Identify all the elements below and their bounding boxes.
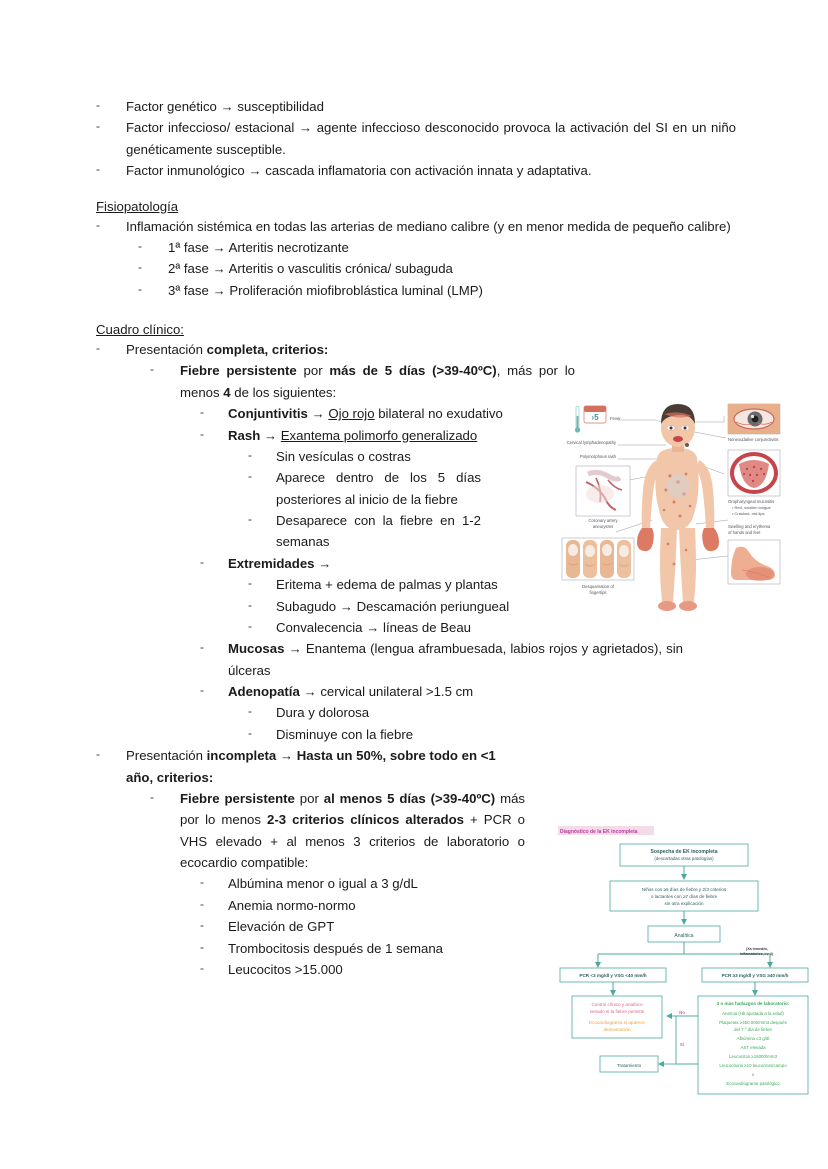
bullet-dash: - <box>248 618 252 633</box>
mucositis-bullet-1: • Red, swollen tongue <box>732 505 771 510</box>
bullet-dash: - <box>150 789 154 804</box>
lab-criterio-text: Anemia normo-normo <box>228 897 356 913</box>
flow-lab-item-4: AST elevada <box>740 1045 766 1050</box>
flow-lab-item-0: Anemia (Hb ajustada a la edad) <box>722 1011 784 1016</box>
flow-node-criterios-line1: Niños con ≥5 días de fiebre y 2/3 criterios <box>641 887 727 892</box>
flow-node-tratamiento-label: Tratamiento <box>616 1063 642 1068</box>
adenopatia-subitem-text: Dura y dolorosa <box>276 705 370 721</box>
bullet-dash: - <box>96 119 100 134</box>
flow-node-analitica-label: Analítica <box>674 933 694 939</box>
label-plain: Presentación <box>126 342 207 357</box>
list-item <box>96 96 736 117</box>
presentacion-completa-item <box>96 339 736 360</box>
bullet-dash: - <box>200 918 204 933</box>
flow-node-control-line3: Ecocardiograma si aparece <box>589 1020 645 1025</box>
criterio-mucosas <box>200 638 736 681</box>
adenopatia-subitem-text: Disminuye con la fiebre <box>276 726 414 742</box>
arrow-glyph: → <box>260 427 281 443</box>
oropharyngeal-mucositis-image <box>730 452 778 494</box>
fiebre-bold-3: 4 <box>223 384 231 400</box>
criterio-adenopatia <box>200 681 736 702</box>
rash-subitem-text: Desaparece con la fiebre en 1-2 semanas <box>276 513 481 550</box>
section-heading-fisiopatologia: Fisiopatología <box>96 198 179 214</box>
conjunctivitis-label: Nonexudative conjunctivitis <box>728 437 779 442</box>
flow-side-note-line1: (Xa inmedeu, <box>746 947 769 951</box>
bullet-dash: - <box>96 217 100 232</box>
flow-node-sospecha-line2: (descartadas otras patologías) <box>654 856 714 861</box>
bullet-dash: - <box>96 162 100 177</box>
extremidades-subitem-text: Eritema + edema de palmas y plantas <box>276 577 498 593</box>
fiebre-plain-1: por <box>294 790 324 806</box>
bullet-dash: - <box>138 238 142 253</box>
flow-node-sospecha <box>620 844 748 866</box>
swelling-label-line2: of hands and feet <box>728 530 761 535</box>
list-item-text: Factor infeccioso/ estacional → agente infeccioso desconocido provoca la activación del SI en un niño genéticamente susceptible. <box>126 120 736 157</box>
rash-subitem-text: Aparece dentro de los 5 días posteriores al inicio de la fiebre <box>276 470 481 507</box>
ek-incompleta-flowchart <box>558 826 810 1108</box>
cervical-lymphadenopathy-label: Cervical lymphadenopathy <box>566 440 616 445</box>
bullet-dash: - <box>200 554 204 569</box>
extremidades-subitem-text: Convalecencia → líneas de Beau <box>276 619 472 635</box>
mucositis-label: Oropharyngeal mucositis <box>728 499 775 504</box>
flow-lab-item-1: Plaquetas ≥450.000/mm3 después <box>719 1020 787 1025</box>
desquamation-label-line2: fingertips <box>589 590 607 595</box>
list-item <box>96 117 736 160</box>
bullet-dash: - <box>248 576 252 591</box>
lab-criterio-text: Elevación de GPT <box>228 919 335 935</box>
desquamation-label-line1: Desquamation of <box>582 584 614 589</box>
lab-criterio-text: Albúmina menor o igual a 3 g/dL <box>228 876 418 892</box>
list-item <box>138 280 736 301</box>
label-bold: completa, criterios: <box>206 342 329 357</box>
criterio-bold: Adenopatía <box>228 684 300 699</box>
bullet-dash: - <box>248 704 252 719</box>
flow-node-criterios-line3: sin otra explicación <box>664 901 704 906</box>
fever-days-text: ›5 <box>591 413 599 422</box>
label-bold: incompleta → Hasta un 50%, sobre todo en <1 año, criterios: <box>126 748 496 785</box>
adenopatia-subitem <box>248 724 736 745</box>
criterio-rest: bilateral no exudativo <box>374 406 503 422</box>
section-heading-cuadro-clinico: Cuadro clínico: <box>96 322 184 337</box>
fiebre-bold-2: al menos 5 días (>39-40ºC) <box>323 790 496 806</box>
adenopatia-subitem <box>248 702 736 723</box>
criterio-underline: Ojo rojo <box>328 406 375 422</box>
fever-label: Fever <box>610 416 621 421</box>
bullet-dash: - <box>200 875 204 890</box>
lab-criterio-text: Leucocitos >15.000 <box>228 961 343 977</box>
flow-lab-item-5: Leucocitos ≥15000/mm3 <box>729 1054 777 1059</box>
presentacion-incompleta-label <box>126 745 524 788</box>
flow-node-sospecha-line1: Sospecha de EK incompleta <box>650 849 718 855</box>
lab-criterio-text: Trombocitosis después de 1 semana <box>228 940 444 956</box>
bullet-dash: - <box>96 747 100 762</box>
list-item <box>138 237 736 258</box>
arrow-glyph: → <box>307 406 329 422</box>
arrow-glyph: → <box>284 641 306 657</box>
mucositis-bullet-2: • Cracked, red lips <box>732 511 765 516</box>
coronary-artery-label-line2: aneurysms <box>592 524 614 529</box>
fiebre-bold-2: más de 5 días (>39-40ºC) <box>329 363 497 379</box>
criterio-bold: Mucosas <box>228 641 285 657</box>
flow-lab-item-6: Leucocituria ≥10 leucocitos/campo <box>719 1063 787 1068</box>
fiebre-plain-2: más por lo menos <box>180 790 526 828</box>
fiebre-bold-3: 2-3 criterios clínicos alterados <box>267 812 464 828</box>
flow-branch-no-label: No <box>679 1010 685 1015</box>
bullet-dash: - <box>96 341 100 355</box>
list-item <box>138 258 736 279</box>
flow-lab-item-3: Albúmina ≤3 g/dl <box>736 1036 770 1041</box>
criterio-adenopatia-text <box>228 681 736 702</box>
criterio-rest: cervical unilateral >1.5 cm <box>320 684 474 699</box>
bullet-dash: - <box>200 683 204 697</box>
flow-node-pcr-bajo-label: PCR <3 mg/dl y VSG <40 mm/h <box>579 973 647 978</box>
flow-lab-item-8: Ecocardiograma patológico <box>726 1081 780 1086</box>
criterio-fiebre-completa <box>150 360 736 403</box>
bullet-dash: - <box>200 426 204 441</box>
bullet-dash: - <box>248 597 252 612</box>
flowchart-title: Diagnóstico de la EK incompleta <box>560 829 638 835</box>
fiebre-bold-1: Fiebre persistente <box>180 363 297 379</box>
fiebre-plain-2: , más por lo menos <box>180 363 575 400</box>
list-item <box>96 216 736 237</box>
criterio-mucosas-text <box>228 638 683 681</box>
criterio-bold: Rash <box>228 427 261 443</box>
bullet-dash: - <box>200 960 204 975</box>
bullet-dash: - <box>150 362 154 377</box>
arrow-glyph: → <box>299 684 321 699</box>
presentacion-completa-label <box>126 339 736 360</box>
criterio-conjuntivitis-text <box>228 403 518 424</box>
list-item-text: 3ª fase → Proliferación miofibroblástica luminal (LMP) <box>168 282 483 298</box>
fiebre-plain-1: por <box>296 363 330 379</box>
criterio-underline: Exantema polimorfo generalizado <box>280 427 478 443</box>
label-plain: Presentación <box>126 748 207 764</box>
etiology-list <box>96 96 736 182</box>
kawasaki-features-illustration <box>556 398 784 624</box>
bullet-dash: - <box>200 896 204 911</box>
bullet-dash: - <box>138 260 142 275</box>
bullet-dash: - <box>200 640 204 655</box>
bullet-dash: - <box>200 939 204 954</box>
bullet-dash: - <box>248 725 252 740</box>
swelling-label-line1: Swelling and erythema <box>728 524 771 529</box>
bullet-dash: - <box>96 98 100 112</box>
list-item-text: 1ª fase → Arteritis necrotizante <box>168 239 349 255</box>
fiebre-plain-3: + PCR o VHS elevado + al menos 3 criterios de laboratorio o ecocardio compatible: <box>180 812 525 870</box>
flow-node-control-line4: descamación <box>603 1027 631 1032</box>
list-item-text: Inflamación sistémica en todas las arterias de mediano calibre (y en menor medida de pequeño calibre) <box>126 218 731 234</box>
nonexudative-conjunctivitis-image <box>728 404 780 434</box>
presentacion-incompleta-item <box>96 745 736 788</box>
polymorphous-rash-label: Polymorphous rash <box>579 454 616 459</box>
bullet-dash: - <box>248 447 252 462</box>
criterio-bold: Conjuntivitis <box>228 406 308 422</box>
flow-node-criterios-line2: o lactantes con ≥7 días de fiebre <box>650 894 718 899</box>
flow-node-control-line1: Control clínico y analítico <box>591 1002 643 1007</box>
flow-node-control-line2: seriado si la fiebre persiste <box>589 1009 645 1014</box>
criterio-rest: Enantema (lengua aframbuesada, labios rojos y agrietados), sin úlceras <box>228 641 683 678</box>
fiebre-plain-3: de los siguientes: <box>230 384 337 400</box>
rash-subitem-text: Sin vesículas o costras <box>276 448 411 464</box>
list-item <box>96 160 736 181</box>
flow-node-hallazgos-title: 3 o más hallazgos de laboratorio: <box>716 1001 790 1006</box>
bullet-dash: - <box>248 469 252 484</box>
list-item-text: Factor inmunológico → cascada inflamatoria con activación innata y adaptativa. <box>126 163 592 179</box>
criterio-bold: Extremidades <box>228 555 315 571</box>
list-item-text: 2ª fase → Arteritis o vasculitis crónica/ subaguda <box>168 261 453 277</box>
bullet-dash: - <box>200 405 204 420</box>
fiebre-bold-1: Fiebre persistente <box>180 790 295 806</box>
bullet-dash: - <box>138 281 142 296</box>
criterio-fiebre-text <box>180 360 575 403</box>
criterio-fiebre-incompleta-text <box>180 788 525 874</box>
flow-lab-item-7: o <box>751 1072 755 1077</box>
fever-calendar-icon <box>584 406 606 423</box>
coronary-artery-label-line1: Coronary artery <box>588 518 618 523</box>
arrow-glyph: → <box>314 555 332 571</box>
fisiopatologia-section <box>96 199 736 302</box>
bullet-dash: - <box>248 512 252 526</box>
flow-branch-si-label: Sí <box>679 1042 685 1047</box>
list-item-text: Factor genético → susceptibilidad <box>126 99 324 114</box>
extremidades-subitem-text: Subagudo → Descamación periungueal <box>276 598 510 614</box>
flow-lab-item-2: del 7.º día de fiebre <box>734 1027 772 1032</box>
flow-side-note-line2: inflamatorios, i.v-4) <box>740 952 773 956</box>
flow-node-pcr-alto-label: PCR ≥3 mg/dl y VSG ≥40 mm/h <box>721 973 789 978</box>
